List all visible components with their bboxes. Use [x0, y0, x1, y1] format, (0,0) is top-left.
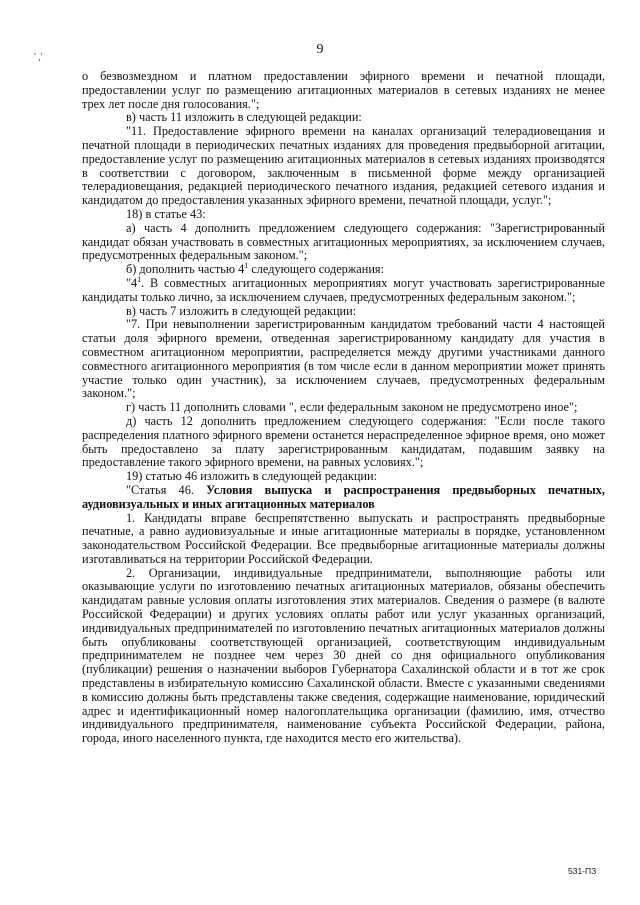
text: следующего содержания: [248, 262, 384, 277]
article-heading [82, 484, 605, 512]
paragraph: 18) в статье 43: [126, 206, 206, 221]
paragraph: г) часть 11 дополнить словами ", если федеральным законом не предусмотрено иное"; [126, 400, 578, 415]
document-body [82, 70, 605, 746]
paragraph: в) часть 7 изложить в следующей редакции: [126, 303, 357, 318]
text: б) дополнить частью 4 [126, 262, 245, 277]
text: "Статья 46. [126, 482, 207, 497]
document-code: 531-ПЗ [568, 866, 597, 876]
paragraph: 1. Кандидаты вправе беспрепятственно выпускать и распространять предвыборные печатные, а равно аудиовизуальные и иные агитационные материалы в порядке, установленном законодательством Российской Федерации. Все предвыборные агитационные материалы должны изготавливаться на территории Российской Федерации. [82, 510, 605, 566]
paragraph: "7. При невыполнении зарегистрированным кандидатом требований части 4 настоящей статьи доля эфирного времени, отведенная зарегистрированному кандидату для участия в совместном агитационном мероприятии, распределяется между другими участниками данного совместного агитационного мероприятия (в том числе если в данном мероприятии может принять участие только один участник), за исключением случаев, предусмотренных федеральным законом."; [82, 317, 605, 401]
superscript: 1 [137, 274, 142, 284]
paragraph: о безвозмездном и платном предоставлении эфирного времени и печатной площади, предоставлении услуг по размещению агитационных материалов в сетевых изданиях не менее трех лет после дня голосования."; [82, 69, 605, 111]
paragraph: в) часть 11 изложить в следующей редакции: [126, 110, 362, 125]
text: . В совместных агитационных мероприятиях могут участвовать зарегистрированные кандидаты только лично, за исключением случаев, предусмотренных федеральным законом."; [82, 275, 605, 304]
superscript: 1 [244, 261, 249, 271]
article-title: Условия выпуска и распространения предвыборных печатных, аудиовизуальных и иных агитационных материалов [82, 482, 605, 511]
paragraph: "11. Предоставление эфирного времени на каналах организаций телерадиовещания и печатной площади в периодических печатных изданиях для проведения предвыборной агитации, предоставление услуг по размещению агитационных материалов в сетевых изданиях производятся в соответствии с договором, заключенным в письменной форме между организацией телерадиовещания, редакцией периодического печатного издания, редакцией сетевого издания и кандидатом до предоставления указанных эфирного времени, печатной площади, услуг."; [82, 124, 605, 208]
page-number: 9 [316, 42, 324, 57]
paragraph: а) часть 4 дополнить предложением следующего содержания: "Зарегистрированный кандидат обязан участвовать в совместных агитационных мероприятиях, за исключением случаев, предусмотренных федеральным законом."; [82, 220, 605, 263]
paragraph: 2. Организации, индивидуальные предприниматели, выполняющие работы или оказывающие услуги по изготовлению печатных агитационных материалов, обязаны обеспечить кандидатам равные условия оплаты изготовления этих материалов. Сведения о размере (в валюте Российской Федерации) и других условиях оплаты работ или услуг указанных организаций, индивидуальных предпринимателей по изготовлению печатных агитационных материалов должны быть опубликованы соответствующей организацией, соответствующим индивидуальным предпринимателем не позднее чем через 30 дней со дня официального опубликования (публикации) решения о назначении выборов Губернатора Сахалинской области и в тот же срок представлены в избирательную комиссию Сахалинской области. Вместе с указанными сведениями в комиссию должны быть представлены также сведения, содержащие наименование, юридический адрес и идентификационный номер налогоплательщика организации (фамилию, имя, отчество индивидуального предпринимателя, наименование субъекта Российской Федерации, района, города, иного населенного пункта, где находится место его жительства). [82, 565, 605, 746]
paragraph: 19) статью 46 изложить в следующей редакции: [126, 469, 377, 484]
text: "4 [126, 275, 138, 290]
paragraph: д) часть 12 дополнить предложением следующего содержания: "Если после такого распределения платного эфирного времени останется нераспределенное эфирное время, оно может быть предоставлено за плату зарегистрированным кандидатам, подавшим заявку на предоставление такого эфирного времени, на равных условиях."; [82, 413, 605, 470]
margin-marks: ' ,' [34, 52, 43, 63]
paragraph [82, 274, 605, 305]
paragraph [82, 263, 605, 277]
